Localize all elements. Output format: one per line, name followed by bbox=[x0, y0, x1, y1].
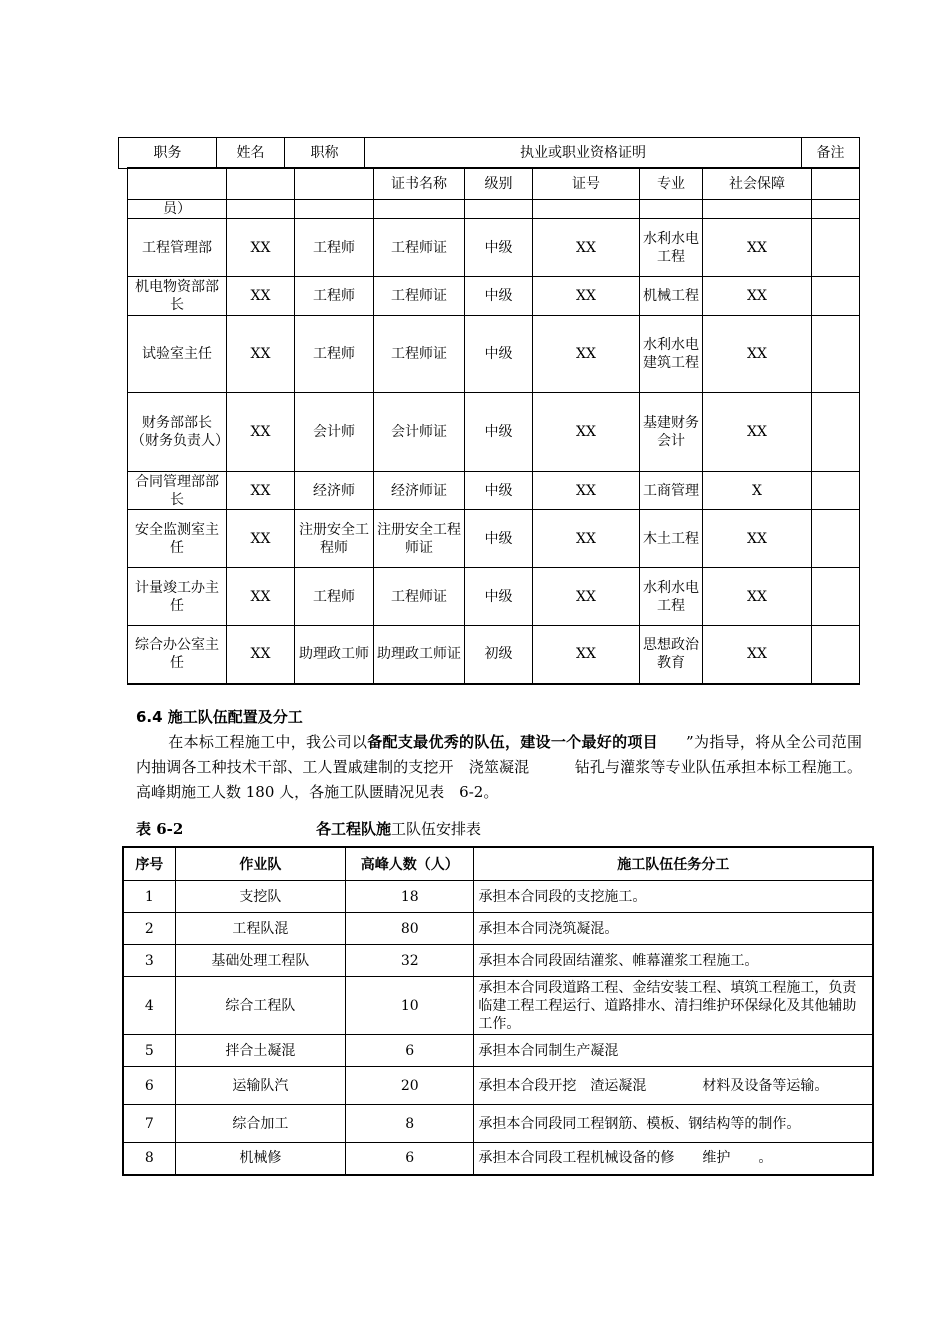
cert-cell: 工程师证 bbox=[374, 568, 465, 626]
position-cell: 机电物资部部长 bbox=[128, 277, 227, 316]
table-cell bbox=[295, 200, 374, 219]
remark-cell bbox=[812, 472, 860, 510]
major-cell: 机械工程 bbox=[640, 277, 703, 316]
task-cell: 承担本合同段的支挖施工。 bbox=[474, 881, 873, 913]
team-cell: 综合工程队 bbox=[175, 977, 345, 1035]
social-cell: XX bbox=[703, 219, 812, 277]
level-cell: 中级 bbox=[465, 510, 533, 568]
level-cell: 中级 bbox=[465, 219, 533, 277]
task-cell: 承担本合同段同工程钢筋、模板、钢结构等的制作。 bbox=[474, 1105, 873, 1143]
table-row bbox=[128, 510, 860, 568]
title-cell: 工程师 bbox=[295, 277, 374, 316]
cert-cell: 工程师证 bbox=[374, 316, 465, 393]
task-cell: 承担本合段开挖 渣运凝混 材料及设备等运输。 bbox=[474, 1067, 873, 1105]
subheader-cell bbox=[295, 168, 374, 200]
peak-cell: 32 bbox=[346, 945, 474, 977]
subheader-cert-no: 证号 bbox=[533, 168, 640, 200]
cert-no-cell: XX bbox=[533, 277, 640, 316]
major-cell: 工商管理 bbox=[640, 472, 703, 510]
level-cell: 中级 bbox=[465, 568, 533, 626]
seq-cell: 8 bbox=[123, 1143, 175, 1175]
remark-cell bbox=[812, 510, 860, 568]
subheader-cell bbox=[128, 168, 227, 200]
seq-cell: 3 bbox=[123, 945, 175, 977]
major-cell: 思想政治教育 bbox=[640, 626, 703, 684]
table-row bbox=[123, 913, 873, 945]
team-cell: 拌合土凝混 bbox=[175, 1035, 345, 1067]
position-cell: 综合办公室主任 bbox=[128, 626, 227, 684]
task-cell: 承担本合同段固结灌浆、帷幕灌浆工程施工。 bbox=[474, 945, 873, 977]
cert-no-cell: XX bbox=[533, 626, 640, 684]
seq-cell: 4 bbox=[123, 977, 175, 1035]
team-cell: 运输队汽 bbox=[175, 1067, 345, 1105]
level-cell: 中级 bbox=[465, 472, 533, 510]
team-cell: 机械修 bbox=[175, 1143, 345, 1175]
table-row bbox=[123, 1105, 873, 1143]
position-cell: 合同管理部部长 bbox=[128, 472, 227, 510]
major-cell: 木土工程 bbox=[640, 510, 703, 568]
position-cell: 试验室主任 bbox=[128, 316, 227, 393]
task-cell: 承担本合同制生产凝混 bbox=[474, 1035, 873, 1067]
peak-cell: 80 bbox=[346, 913, 474, 945]
team-cell: 综合加工 bbox=[175, 1105, 345, 1143]
position-cell: 计量竣工办主任 bbox=[128, 568, 227, 626]
social-cell: XX bbox=[703, 277, 812, 316]
subheader-major: 专业 bbox=[640, 168, 703, 200]
header-cell-qualification: 执业或职业资格证明 bbox=[365, 138, 802, 169]
cert-cell: 工程师证 bbox=[374, 219, 465, 277]
table-row bbox=[128, 277, 860, 316]
social-cell: XX bbox=[703, 393, 812, 472]
header-cell-position: 职务 bbox=[119, 138, 217, 169]
header-peak: 高峰人数（人） bbox=[346, 847, 474, 881]
team-cell: 支挖队 bbox=[175, 881, 345, 913]
table-cell: 员） bbox=[128, 200, 227, 219]
table-caption bbox=[136, 818, 856, 839]
cert-no-cell: XX bbox=[533, 393, 640, 472]
remark-cell bbox=[812, 219, 860, 277]
header-cell-remark: 备注 bbox=[802, 138, 860, 169]
cert-no-cell: XX bbox=[533, 510, 640, 568]
position-cell: 安全监测室主任 bbox=[128, 510, 227, 568]
table-row bbox=[123, 1067, 873, 1105]
peak-cell: 8 bbox=[346, 1105, 474, 1143]
staff-partial-row bbox=[128, 200, 860, 219]
table-row bbox=[123, 881, 873, 913]
social-cell: XX bbox=[703, 316, 812, 393]
cert-cell: 经济师证 bbox=[374, 472, 465, 510]
peak-cell: 10 bbox=[346, 977, 474, 1035]
table-cell bbox=[640, 200, 703, 219]
title-cell: 工程师 bbox=[295, 316, 374, 393]
staff-table bbox=[127, 167, 860, 685]
level-cell: 中级 bbox=[465, 393, 533, 472]
peak-cell: 6 bbox=[346, 1143, 474, 1175]
cert-cell: 工程师证 bbox=[374, 277, 465, 316]
title-cell: 会计师 bbox=[295, 393, 374, 472]
remark-cell bbox=[812, 277, 860, 316]
table-row bbox=[123, 945, 873, 977]
social-cell: X bbox=[703, 472, 812, 510]
name-cell: XX bbox=[227, 472, 295, 510]
cert-cell: 助理政工师证 bbox=[374, 626, 465, 684]
header-team: 作业队 bbox=[175, 847, 345, 881]
seq-cell: 6 bbox=[123, 1067, 175, 1105]
name-cell: XX bbox=[227, 568, 295, 626]
peak-cell: 20 bbox=[346, 1067, 474, 1105]
cert-no-cell: XX bbox=[533, 316, 640, 393]
section-paragraph bbox=[136, 730, 862, 805]
remark-cell bbox=[812, 393, 860, 472]
table-cell bbox=[533, 200, 640, 219]
seq-cell: 7 bbox=[123, 1105, 175, 1143]
peak-cell: 6 bbox=[346, 1035, 474, 1067]
cert-cell: 会计师证 bbox=[374, 393, 465, 472]
title-cell: 工程师 bbox=[295, 219, 374, 277]
header-seq: 序号 bbox=[123, 847, 175, 881]
seq-cell: 1 bbox=[123, 881, 175, 913]
subheader-social-security: 社会保障 bbox=[703, 168, 812, 200]
cert-cell: 注册安全工程师证 bbox=[374, 510, 465, 568]
table-title-bold: 各工程队施 bbox=[316, 820, 392, 838]
header-task: 施工队伍任务分工 bbox=[474, 847, 873, 881]
staff-header-table bbox=[118, 137, 860, 169]
paragraph-text: 在本标工程施工中，我公司以 bbox=[168, 733, 368, 751]
major-cell: 基建财务会计 bbox=[640, 393, 703, 472]
title-cell: 工程师 bbox=[295, 568, 374, 626]
team-cell: 工程队混 bbox=[175, 913, 345, 945]
table-cell bbox=[812, 200, 860, 219]
staff-subheader-row bbox=[128, 168, 860, 200]
social-cell: XX bbox=[703, 510, 812, 568]
table-row bbox=[123, 977, 873, 1035]
paragraph-text: ”为指导，将从全公司范围内抽调各工种技术干部、工人置戚建制的支挖开 浇筮凝混 钻孔与灌浆等专业队伍承担本标工程施工。高峰期施工人数 180 人，各施工队匮睛况见表 6-2。 bbox=[136, 733, 862, 801]
title-cell: 经济师 bbox=[295, 472, 374, 510]
table-row bbox=[123, 1035, 873, 1067]
name-cell: XX bbox=[227, 219, 295, 277]
table-row bbox=[128, 316, 860, 393]
header-cell-title: 职称 bbox=[285, 138, 365, 169]
social-cell: XX bbox=[703, 626, 812, 684]
task-cell: 承担本合同段道路工程、金结安装工程、填筑工程施工，负责临建工程工程运行、道路排水、清扫维护环保绿化及其他辅助工作。 bbox=[474, 977, 873, 1035]
table-title bbox=[316, 818, 481, 839]
subheader-cell bbox=[812, 168, 860, 200]
table-row bbox=[128, 626, 860, 684]
level-cell: 初级 bbox=[465, 626, 533, 684]
section-heading: 6.4 施工队伍配置及分工 bbox=[136, 708, 303, 726]
table-cell bbox=[227, 200, 295, 219]
team-cell: 基础处理工程队 bbox=[175, 945, 345, 977]
seq-cell: 5 bbox=[123, 1035, 175, 1067]
name-cell: XX bbox=[227, 510, 295, 568]
subheader-cert-name: 证书名称 bbox=[374, 168, 465, 200]
table-row bbox=[123, 1143, 873, 1175]
table-title-rest: 工队伍安排表 bbox=[391, 820, 482, 838]
table-row bbox=[128, 219, 860, 277]
name-cell: XX bbox=[227, 393, 295, 472]
social-cell: XX bbox=[703, 568, 812, 626]
title-cell: 助理政工师 bbox=[295, 626, 374, 684]
level-cell: 中级 bbox=[465, 316, 533, 393]
title-cell: 注册安全工程师 bbox=[295, 510, 374, 568]
table-row bbox=[128, 568, 860, 626]
name-cell: XX bbox=[227, 316, 295, 393]
subheader-cell bbox=[227, 168, 295, 200]
remark-cell bbox=[812, 316, 860, 393]
paragraph-emphasis: 备配支最优秀的队伍，建设一个最好的项目 bbox=[367, 733, 658, 751]
position-cell: 财务部部长（财务负责人） bbox=[128, 393, 227, 472]
remark-cell bbox=[812, 568, 860, 626]
table-cell bbox=[465, 200, 533, 219]
seq-cell: 2 bbox=[123, 913, 175, 945]
peak-cell: 18 bbox=[346, 881, 474, 913]
position-cell: 工程管理部 bbox=[128, 219, 227, 277]
name-cell: XX bbox=[227, 626, 295, 684]
major-cell: 水利水电建筑工程 bbox=[640, 316, 703, 393]
cert-no-cell: XX bbox=[533, 219, 640, 277]
level-cell: 中级 bbox=[465, 277, 533, 316]
table-cell bbox=[703, 200, 812, 219]
task-cell: 承担本合同段工程机械设备的修 维护 。 bbox=[474, 1143, 873, 1175]
teams-header-row bbox=[123, 847, 873, 881]
major-cell: 水利水电工程 bbox=[640, 219, 703, 277]
cert-no-cell: XX bbox=[533, 472, 640, 510]
table-row bbox=[128, 393, 860, 472]
table-row bbox=[128, 472, 860, 510]
task-cell: 承担本合同浇筑凝混。 bbox=[474, 913, 873, 945]
subheader-level: 级别 bbox=[465, 168, 533, 200]
name-cell: XX bbox=[227, 277, 295, 316]
teams-table bbox=[122, 846, 874, 1176]
table-number: 表 6-2 bbox=[136, 820, 184, 838]
remark-cell bbox=[812, 626, 860, 684]
table-cell bbox=[374, 200, 465, 219]
header-cell-name: 姓名 bbox=[217, 138, 285, 169]
cert-no-cell: XX bbox=[533, 568, 640, 626]
staff-header-row bbox=[119, 138, 860, 169]
major-cell: 水利水电工程 bbox=[640, 568, 703, 626]
